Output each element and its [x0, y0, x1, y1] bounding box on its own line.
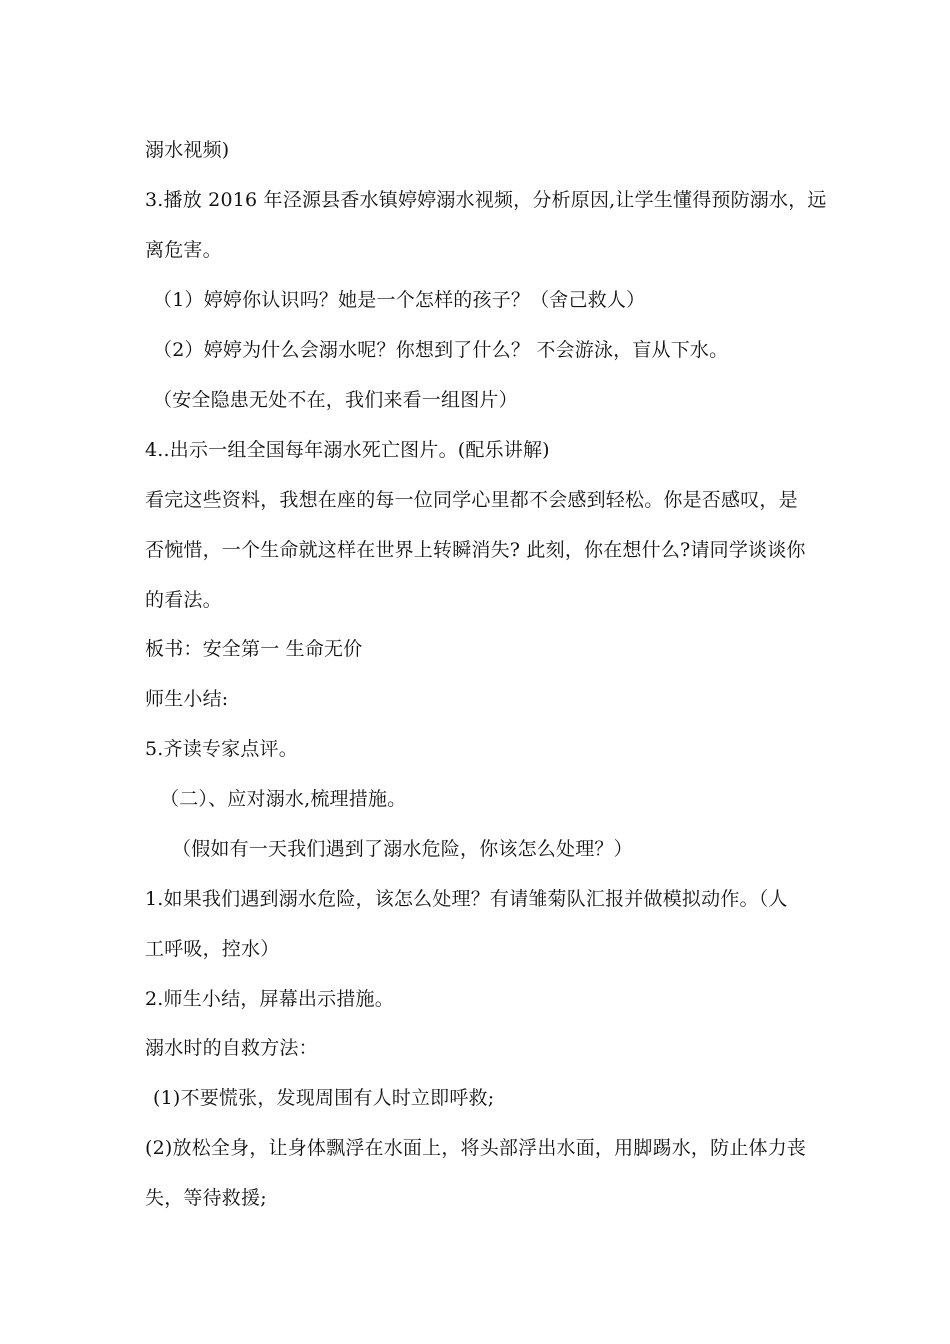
text-line-21: (2)放松全身，让身体飘浮在水面上，将头部浮出水面，用脚踢水，防止体力丧 [145, 1137, 807, 1159]
text-line-10: 的看法。 [145, 589, 222, 611]
text-line-22: 失，等待救援; [145, 1187, 267, 1209]
text-line-4: （1）婷婷你认识吗？她是一个怎样的孩子？（舍己救人） [153, 289, 646, 311]
text-line-7: 4..出示一组全国每年溺水死亡图片。(配乐讲解) [145, 439, 550, 461]
text-line-15: （假如有一天我们遇到了溺水危险，你该怎么处理？） [172, 838, 633, 860]
text-line-6: （安全隐患无处不在，我们来看一组图片） [153, 389, 518, 411]
text-line-20: (1)不要慌张，发现周围有人时立即呼救; [153, 1087, 495, 1109]
text-line-2: 3.播放 2016 年泾源县香水镇婷婷溺水视频，分析原因,让学生懂得预防溺水，远 [145, 189, 827, 211]
text-line-3: 离危害。 [145, 239, 222, 261]
text-line-1: 溺水视频) [145, 139, 230, 161]
text-line-18: 2.师生小结，屏幕出示措施。 [145, 988, 394, 1010]
text-line-13: 5.齐读专家点评。 [145, 738, 298, 760]
text-line-8: 看完这些资料，我想在座的每一位同学心里都不会感到轻松。你是否感叹，是 [145, 489, 798, 511]
section-heading: （二）、应对溺水,梳理措施。 [160, 788, 407, 810]
text-line-19: 溺水时的自救方法： [145, 1037, 318, 1059]
text-line-5: （2）婷婷为什么会溺水呢？你想到了什么？ 不会游泳，盲从下水。 [153, 339, 729, 361]
text-line-17: 工呼吸，控水） [145, 938, 280, 960]
text-line-11: 板书：安全第一 生命无价 [145, 638, 363, 660]
text-line-16: 1.如果我们遇到溺水危险，该怎么处理？有请雏菊队汇报并做模拟动作。（人 [145, 888, 788, 910]
text-line-12: 师生小结: [145, 688, 229, 710]
text-line-9: 否惋惜，一个生命就这样在世界上转瞬消失? 此刻，你在想什么?请同学谈谈你 [145, 539, 806, 561]
